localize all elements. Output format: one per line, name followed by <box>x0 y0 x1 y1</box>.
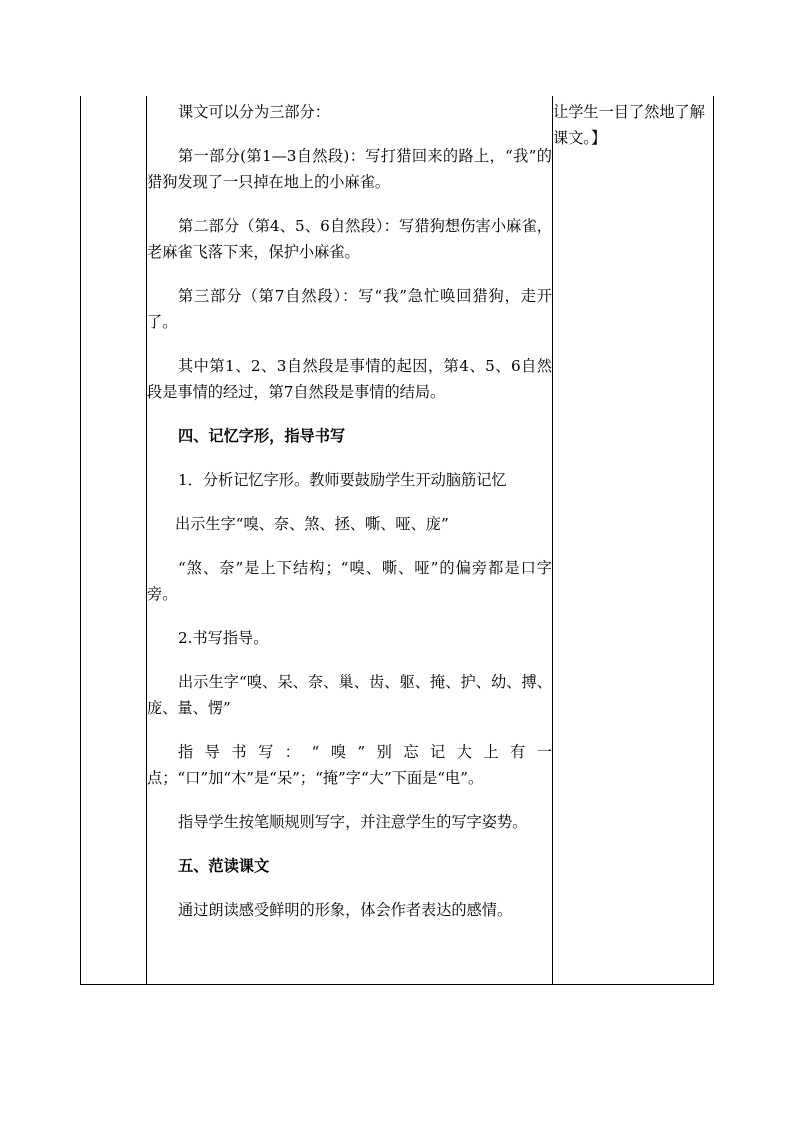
paragraph-writing-tips: 指导书写：“嗅”别忘记大上有一点；“口”加“木”是“呆”；“掩”字“大”下面是“电”。 <box>147 743 552 787</box>
paragraph-part-two: 第二部分（第4、5、6自然段）：写猎狗想伤害小麻雀，老麻雀飞落下来，保护小麻雀。 <box>147 217 552 261</box>
paragraph-stroke-order: 指导学生按笔顺规则写字，并注意学生的写字姿势。 <box>178 813 528 831</box>
paragraph-writing-guidance: 2.书写指导。 <box>178 629 269 647</box>
paragraph-part-one: 第一部分(第1—3自然段)：写打猎回来的路上，“我”的猎狗发现了一只掉在地上的小麻雀。 <box>147 147 552 191</box>
design-note-text: 让学生一目了然地了解课文。】 <box>553 103 705 147</box>
paragraph-part-three: 第三部分（第7自然段）：写“我”急忙唤回猎狗，走开了。 <box>147 287 552 331</box>
design-note-cell <box>553 96 712 151</box>
lesson-content-cell <box>147 96 552 923</box>
table-border-bottom <box>80 984 714 985</box>
paragraph-show-new-chars-1: 出示生字“嗅、奈、煞、拯、嘶、哑、庞” <box>175 515 449 533</box>
table-border-left <box>80 96 81 985</box>
table-border-inner-2 <box>552 96 553 985</box>
paragraph-analyze-glyphs: 1．分析记忆字形。教师要鼓励学生开动脑筋记忆 <box>178 471 507 489</box>
paragraph-structure-note: “煞、奈”是上下结构；“嗅、嘶、哑”的偏旁都是口字旁。 <box>147 559 552 603</box>
paragraph-structure-intro: 课文可以分为三部分： <box>178 103 330 121</box>
paragraph-summary: 其中第1、2、3自然段是事情的起因，第4、5、6自然段是事情的经过，第7自然段是事情的结局。 <box>147 357 552 401</box>
section-heading-five: 五、范读课文 <box>178 857 270 875</box>
table-border-right <box>713 96 714 985</box>
paragraph-model-reading: 通过朗读感受鲜明的形象，体会作者表达的感情。 <box>178 901 513 919</box>
paragraph-show-new-chars-2: 出示生字“嗅、呆、奈、巢、齿、躯、掩、护、幼、搏、庞、量、愣” <box>147 673 552 717</box>
section-heading-four: 四、记忆字形，指导书写 <box>178 427 346 445</box>
